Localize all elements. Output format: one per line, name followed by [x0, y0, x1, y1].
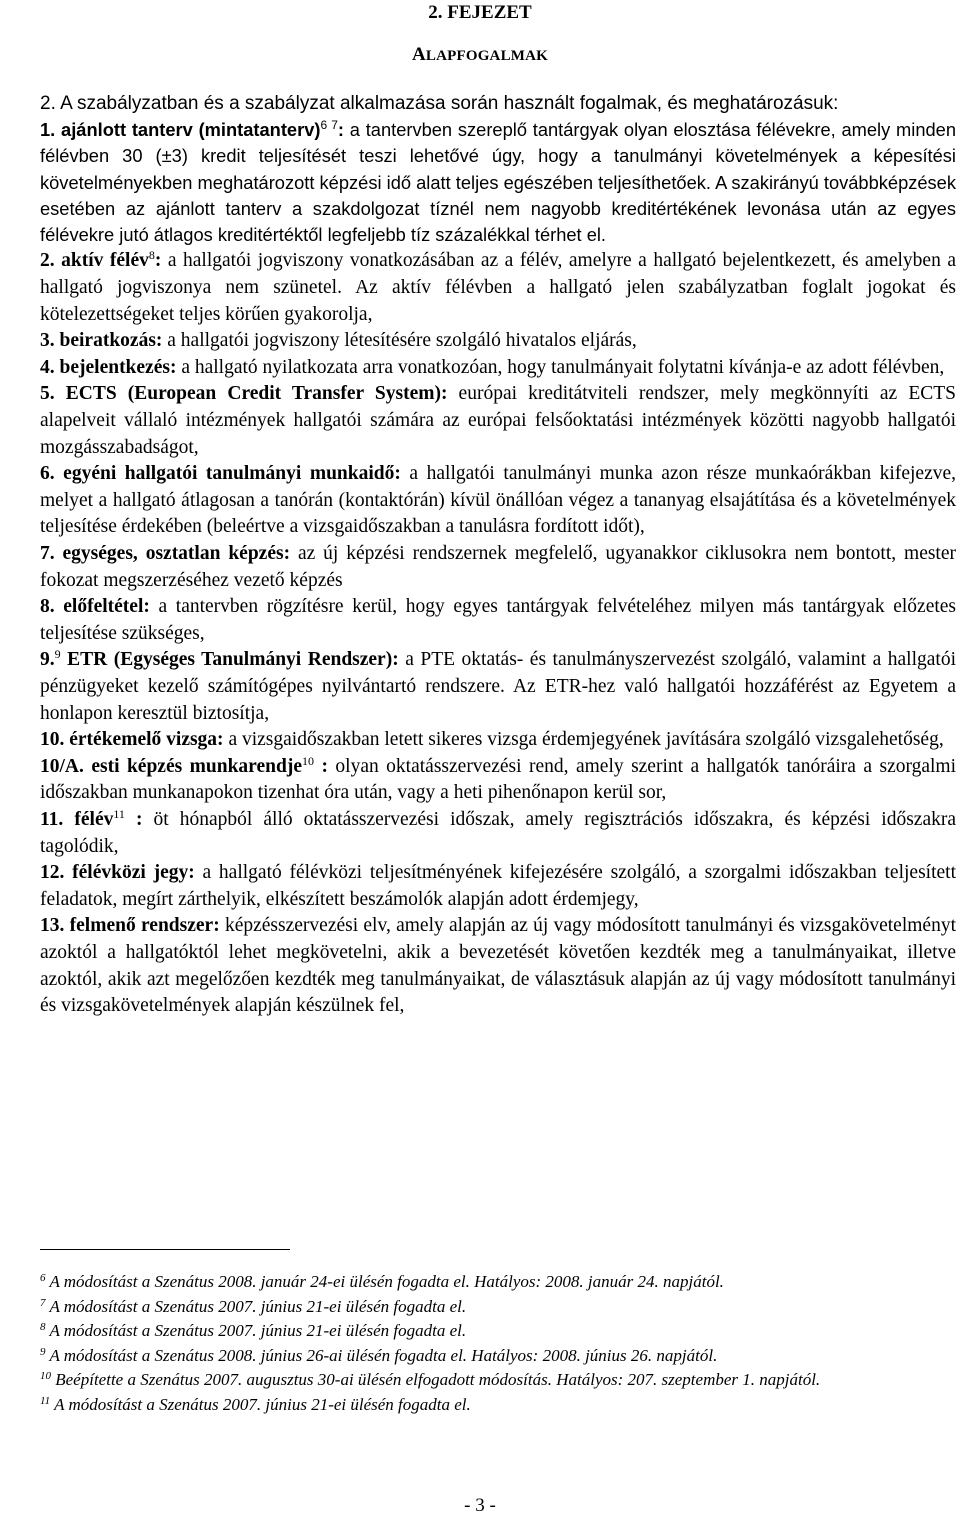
- item-term: ECTS (European Credit Transfer System):: [65, 383, 448, 405]
- item-term: egyéni hallgatói tanulmányi munkaidő:: [63, 463, 401, 485]
- item-text: a tantervben szereplő tantárgyak olyan elosztása félévekre, amely minden félévben 30 (±3) kredit teljesítését teszi lehetővé úgy, hogy a tanulmányi követelmények a képesítési követelményekben meghatározott képzési idő alatt teljes egészében teljesíthetőek. A szakirányú továbbképzések esetében az ajánlott tanterv a szakdolgozat tíznél nem nagyobb kreditértékének levonása után az egyes félévekre jutó átlagos kreditértéktől legfeljebb tíz százalékkal térhet el.: [40, 119, 956, 246]
- item-number: 3.: [40, 330, 55, 352]
- item-colon: :: [154, 250, 162, 272]
- item-term: értékemelő vizsga:: [69, 729, 224, 751]
- item-term: beiratkozás:: [59, 330, 163, 352]
- footnote-text: A módosítást a Szenátus 2007. június 21-ei ülésén fogadta el.: [45, 1321, 467, 1341]
- item-text: a PTE oktatás- és tanulmányszervezést szolgáló, valamint a hallgatói pénzügyeket kezelő számítógépes nyilvántartó rendszere. Az ETR-hez való hallgatói hozzáférést az Egyetem a honlapon keresztül biztosítja,: [40, 649, 956, 724]
- item-text: a hallgatói jogviszony vonatkozásában az a félév, amelyre a hallgató bejelentkezett, és amelyben a hallgató jogviszonya nem szünetel. Az aktív félévben a hallgató jelen szabályzatban foglalt jogokat és kötelezettségeket teljes körűen gyakorolja,: [40, 250, 956, 325]
- list-item: [40, 541, 956, 594]
- list-item: [40, 860, 956, 913]
- footnote-ref: 10: [301, 753, 314, 768]
- item-colon: :: [337, 119, 344, 140]
- list-item: [40, 117, 956, 248]
- item-number: 9.: [40, 649, 55, 671]
- item-number: 1.: [40, 119, 56, 140]
- item-number: 2.: [40, 250, 55, 272]
- item-text: a hallgatói jogviszony létesítésére szolgáló hivatalos eljárás,: [162, 330, 637, 352]
- footnote-ref: 6 7: [320, 118, 338, 132]
- item-number: 7.: [40, 543, 55, 565]
- list-item: [40, 727, 956, 754]
- footnote-number: 11: [40, 1394, 51, 1407]
- chapter-title-initial: A: [411, 44, 426, 65]
- footnote-text: A módosítást a Szenátus 2007. június 21-ei ülésén fogadta el.: [50, 1394, 471, 1414]
- item-term: aktív félév: [61, 250, 149, 272]
- item-term: bejelentkezés:: [59, 356, 177, 378]
- list-item: [40, 807, 956, 860]
- footnote-ref: 8: [148, 248, 155, 263]
- item-text: öt hónapból álló oktatásszervezési időszak, amely regisztrációs időszakra, és képzési időszakra tagolódik,: [40, 808, 957, 857]
- footnote-ref: 11: [113, 806, 125, 821]
- footnote-text: Beépítette a Szenátus 2007. augusztus 30-ai ülésén elfogadott módosítás. Hatályos: 207. szeptember 1. napjától.: [51, 1370, 821, 1390]
- footnote-text: A módosítást a Szenátus 2007. június 21-ei ülésén fogadta el.: [45, 1296, 467, 1316]
- footnote-number: 8: [40, 1321, 46, 1334]
- item-text: a tantervben rögzítésre kerül, hogy egyes tantárgyak felvételéhez milyen más tantárgyak előzetes teljesítése szükséges,: [40, 596, 957, 644]
- item-number: 6.: [40, 463, 55, 485]
- section-heading: 2. A szabályzatban és a szabályzat alkalmazása során használt fogalmak, és meghatározásuk:: [40, 93, 839, 114]
- footnote: [0, 1368, 900, 1393]
- item-number: 4.: [40, 356, 55, 378]
- footnote-separator: [40, 1249, 290, 1250]
- page-number: - 3 -: [464, 1495, 496, 1516]
- list-item: [40, 594, 956, 647]
- list-item: [40, 381, 956, 461]
- list-item: [40, 754, 956, 807]
- item-colon: :: [321, 755, 328, 777]
- item-term: esti képzés munkarendje: [91, 755, 302, 777]
- item-colon: :: [135, 808, 143, 830]
- item-term: egységes, osztatlan képzés:: [62, 543, 291, 565]
- item-number: 5.: [40, 383, 55, 405]
- chapter-title: [0, 42, 960, 70]
- footnote: [0, 1393, 960, 1418]
- item-number: 10/A.: [40, 755, 84, 777]
- item-text: az új képzési rendszernek megfelelő, ugyanakkor ciklusokra nem bontott, mester fokozat megszerzéséhez vezető képzés: [40, 543, 956, 591]
- footnote-text: A módosítást a Szenátus 2008. január 24-ei ülésén fogadta el. Hatályos: 2008. január 24. napjától.: [45, 1272, 724, 1291]
- footnote: [0, 1270, 960, 1295]
- item-number: 10.: [40, 729, 65, 751]
- footnote: [0, 1319, 960, 1344]
- footnote-number: 6: [40, 1272, 46, 1284]
- item-term: felmenő rendszer:: [69, 915, 220, 937]
- item-number: 8.: [40, 596, 55, 618]
- item-text: a hallgatói tanulmányi munka azon része munkaórákban kifejezve, melyet a hallgató átlagosan a tanórán (kontaktórán) kívül önállóan végez a tananyag elsajátítása és a követelmények teljesítése érdekében (beleértve a vizsgaidőszakban a tanulásra fordított időt),: [40, 463, 956, 538]
- item-term: ETR (Egységes Tanulmányi Rendszer):: [67, 649, 399, 671]
- item-number: 11.: [40, 808, 64, 830]
- footnote-number: 7: [40, 1296, 46, 1309]
- item-number: 12.: [40, 862, 65, 884]
- footnote-text: A módosítást a Szenátus 2008. június 26-ai ülésén fogadta el. Hatályos: 2008. június 26. napjától.: [45, 1345, 718, 1365]
- item-text: a hallgató nyilatkozata arra vonatkozóan, hogy tanulmányait folytatni kívánja-e az adott félévben,: [176, 356, 945, 378]
- footnote-ref: 9: [54, 647, 61, 662]
- definitions-list: [40, 117, 956, 1020]
- item-term: félévközi jegy:: [72, 862, 195, 884]
- item-term: félév: [74, 808, 114, 830]
- chapter-number: 2. FEJEZET: [428, 2, 532, 23]
- chapter-title-rest: LAPFOGALMAK: [425, 48, 549, 64]
- list-item: [40, 355, 956, 382]
- item-number: 13.: [40, 915, 65, 937]
- item-text: képzésszervezési elv, amely alapján az új vagy módosított tanulmányi és vizsgakövetelményt azoktól a hallgatóktól lehet megkövetelni, akik a bevezetését követően kezdték meg a tanulmányaikat, illetve azoktól, akik azt megelőzően kezdték meg tanulmányaikat, de választásuk alapján az új vagy módosított tanulmányi és vizsgakövetelmények alapján készülnek fel,: [40, 915, 956, 1017]
- item-text: olyan oktatásszervezési rend, amely szerint a hallgatók tanóráira a szorgalmi időszakban munkanapokon tizenhat óra után, vagy a heti pihenőnapon kerül sor,: [40, 755, 957, 804]
- item-text: a vizsgaidőszakban letett sikeres vizsga érdemjegyének javítására szolgáló vizsgalehetőség,: [223, 729, 944, 751]
- footnote: [0, 1295, 960, 1320]
- item-term: előfeltétel:: [63, 596, 150, 618]
- footnotes: [0, 1270, 960, 1418]
- item-text: európai kreditátviteli rendszer, mely megkönnyíti az ECTS alapelveit vállaló intézmények hallgatói számára az európai felsőoktatási intézmények közötti nagyobb hallgatói mozgásszabadságot,: [40, 383, 956, 458]
- list-item: [40, 913, 956, 1019]
- list-item: [40, 328, 956, 355]
- list-item: [40, 647, 956, 727]
- list-item: [40, 248, 956, 328]
- footnote-number: 10: [40, 1370, 51, 1383]
- item-term: ajánlott tanterv (mintatanterv): [61, 119, 321, 140]
- footnote-number: 9: [40, 1345, 46, 1358]
- list-item: [40, 461, 956, 541]
- item-text: a hallgató félévközi teljesítményének kifejezésére szolgáló, a szorgalmi időszakban teljesített feladatok, megírt zárthelyik, elkészített beszámolók alapján adott érdemjegy,: [40, 862, 956, 910]
- footnote: [0, 1344, 960, 1369]
